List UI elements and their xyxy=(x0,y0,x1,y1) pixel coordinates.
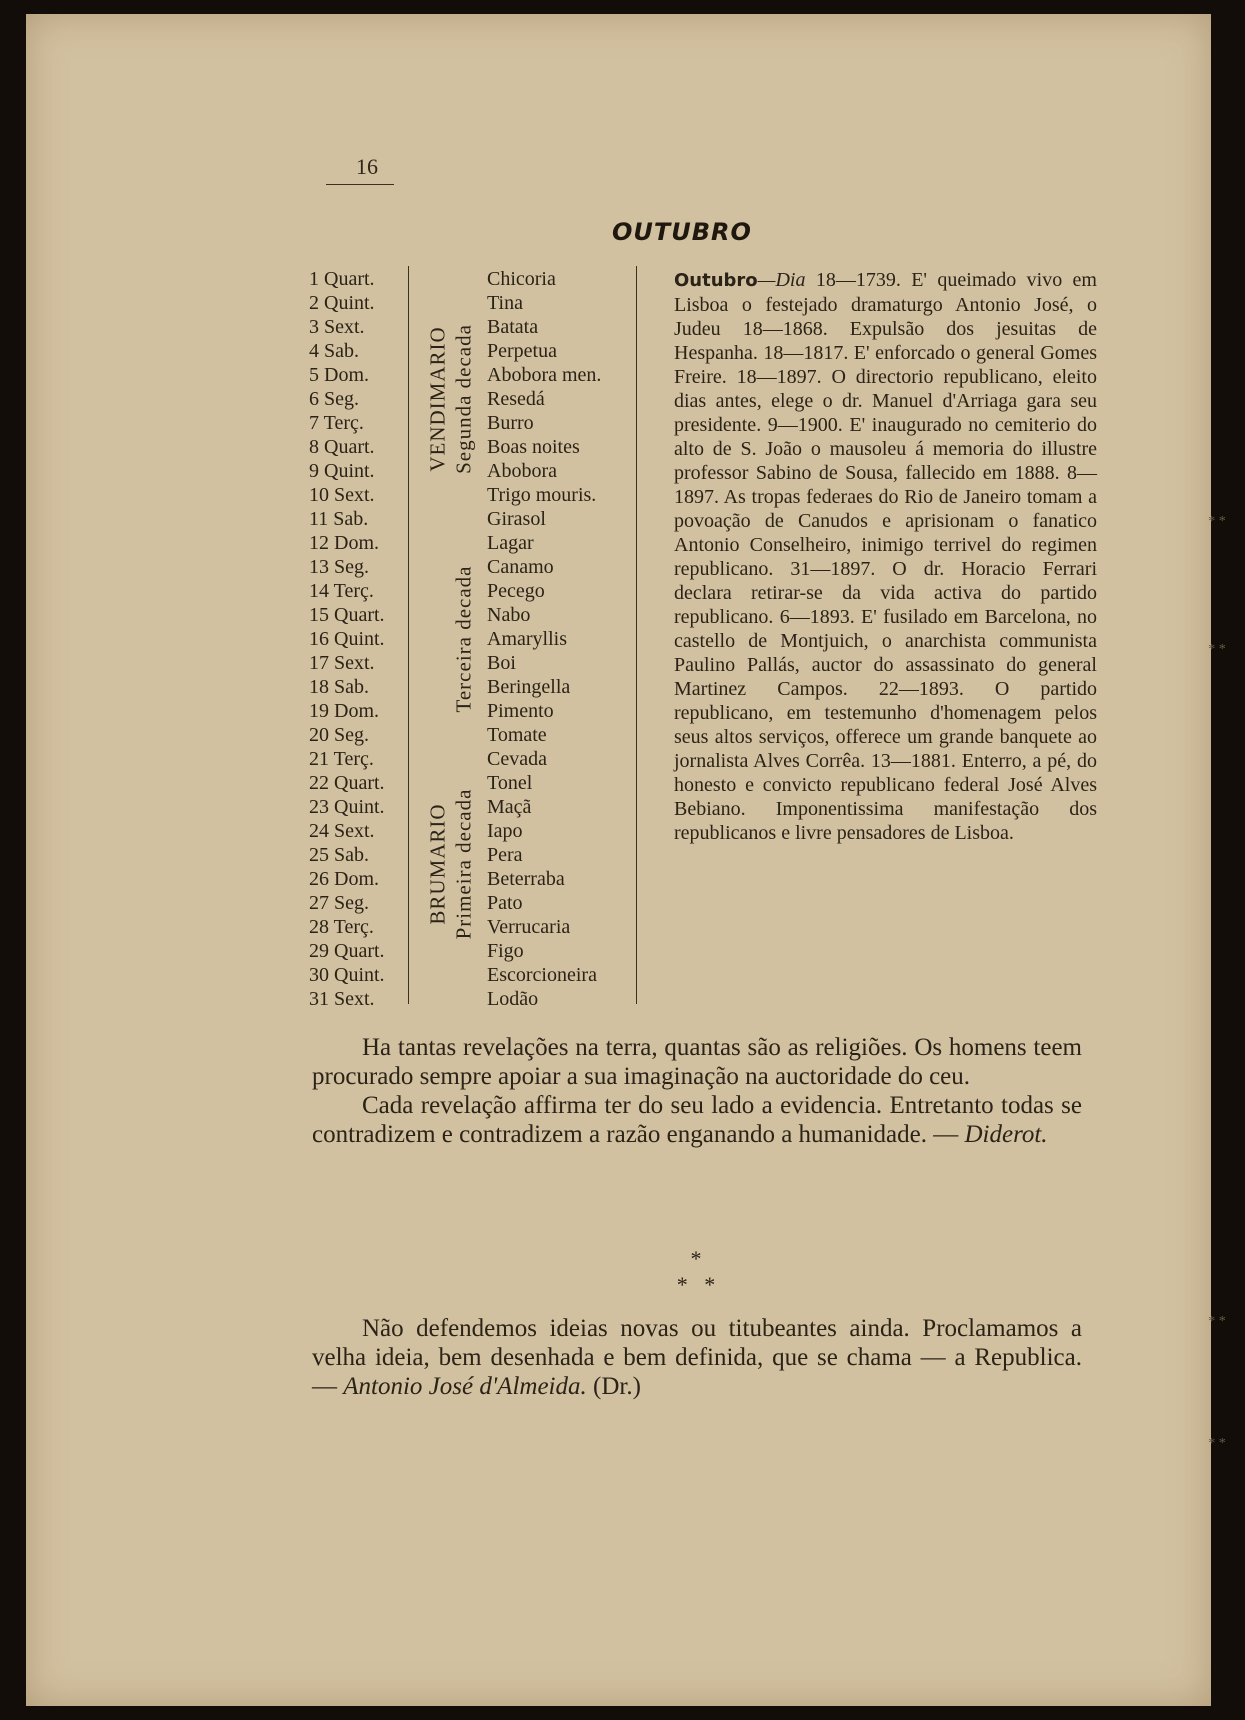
separator-star-top: * xyxy=(690,1246,702,1271)
calendar-plant: Iapo xyxy=(487,820,523,842)
quote-diderot-author: Diderot. xyxy=(964,1121,1048,1148)
calendar-day: 31 Sext. xyxy=(309,988,375,1010)
month-label-brumario: BRUMARIO xyxy=(425,803,450,925)
calendar-day: 8 Quart. xyxy=(309,436,375,458)
calendar-day: 24 Sext. xyxy=(309,820,375,842)
calendar-plant: Canamo xyxy=(487,556,554,578)
separator-star-bottom: * * xyxy=(676,1272,716,1297)
calendar-plant: Girasol xyxy=(487,508,546,530)
margin-mark-3: * * xyxy=(1208,1314,1226,1329)
notes-body: 18—1739. E' queimado vivo em Lisboa o festejado dramaturgo Antonio José, o Judeu 18—1868. Expulsão dos jesuitas de Hespanha. 18—1817. E' enforcado o general Gomes Freire. 18—1897. O directorio republicano, eleito dias antes, elege o dr. Manuel d'Arriaga gara seu presidente. 9—1900. E' inaugurado no cemiterio do alto de S. João o mausoleu á memoria do illustre professor Sabino de Sousa, fallecido em 1888. 8—1897. As tropas federaes do Rio de Janeiro tomam a povoação de Canudos e aprisionam o fanatico Antonio Conselheiro, inimigo terrivel do regimen republicano. 31—1897. O dr. Horacio Ferrari declara retirar-se da vida activa do partido republicano. 6—1893. E' fusilado em Barcelona, no castello de Montjuich, o anarchista communista Paulino Pallás, auctor do assassinato do general Martinez Campos. 22—1893. O partido republicano, em testemunho d'homenagem pelos seus altos serviços, offerece um grande banquete ao jornalista Alves Corrêa. 13—1881. Enterro, a pé, do honesto e convicto republicano federal José Alves Bebiano. Imponentissima manifestação dos republicanos e livre pensadores de Lisboa. xyxy=(674,269,1097,844)
notes-dia-label: —Dia xyxy=(757,269,806,291)
calendar-plant: Cevada xyxy=(487,748,547,770)
calendar-plant: Lodão xyxy=(487,988,539,1010)
page xyxy=(26,14,1226,1706)
calendar-day: 20 Seg. xyxy=(309,724,369,746)
calendar-plant: Pecego xyxy=(487,580,545,602)
margin-mark-1: * * xyxy=(1208,514,1226,529)
calendar-day: 16 Quint. xyxy=(309,628,385,650)
calendar-plant: Pimento xyxy=(487,700,554,722)
days-column xyxy=(309,267,385,1011)
calendar-day: 17 Sext. xyxy=(309,652,375,674)
calendar-plant: Escorcioneira xyxy=(487,964,597,986)
calendar-plant: Perpetua xyxy=(487,340,557,362)
calendar-plant: Amaryllis xyxy=(487,628,567,650)
calendar-plant: Abobora men. xyxy=(487,364,602,386)
margin-mark-2: * * xyxy=(1208,642,1226,657)
quote-almeida-suffix: (Dr.) xyxy=(586,1373,641,1400)
calendar-plant: Boas noites xyxy=(487,436,580,458)
calendar-rule-right xyxy=(636,266,637,1004)
quote-diderot xyxy=(312,1033,1082,1149)
calendar-rule-left xyxy=(408,266,409,1004)
calendar-plant: Tina xyxy=(487,292,523,314)
calendar-day: 21 Terç. xyxy=(309,748,374,770)
calendar-day: 13 Seg. xyxy=(309,556,369,578)
calendar-plant: Batata xyxy=(487,316,539,338)
quote-diderot-p1: Ha tantas revelações na terra, quantas são as religiões. Os homens teem procurado sempre apoiar a sua imaginação na auctoridade do ceu. xyxy=(312,1034,1082,1090)
decade-label-primeira: Primeira decada xyxy=(451,788,476,940)
calendar-day: 10 Sext. xyxy=(309,484,375,506)
calendar-day: 19 Dom. xyxy=(309,700,379,722)
page-number: 16 xyxy=(356,154,378,179)
quote-almeida-text: Não defendemos ideias novas ou titubeantes ainda. Proclamamos a velha ideia, bem desenhada e bem definida, que se chama — a Republica. — xyxy=(312,1315,1082,1400)
calendar-plant: Maçã xyxy=(487,796,532,818)
quote-diderot-p2-text: Cada revelação affirma ter do seu lado a evidencia. Entretanto todas se contradizem e contradizem a razão enganando a humanidade. — xyxy=(312,1092,1082,1148)
separator-stars xyxy=(646,1246,746,1298)
calendar-plant: Lagar xyxy=(487,532,534,554)
calendar-day: 29 Quart. xyxy=(309,940,385,962)
calendar-day: 6 Seg. xyxy=(309,388,359,410)
month-title: OUTUBRO xyxy=(612,218,752,246)
calendar-day: 23 Quint. xyxy=(309,796,385,818)
calendar-plant: Burro xyxy=(487,412,534,434)
notes-heading: Outubro xyxy=(674,270,758,291)
calendar-day: 1 Quart. xyxy=(309,268,375,290)
calendar-plant: Resedá xyxy=(487,388,545,410)
calendar-day: 30 Quint. xyxy=(309,964,385,986)
calendar-plant: Beringella xyxy=(487,676,571,698)
calendar-day: 4 Sab. xyxy=(309,340,359,362)
calendar-plant: Abobora xyxy=(487,460,557,482)
quote-almeida-author: Antonio José d'Almeida. xyxy=(343,1373,587,1400)
calendar-day: 22 Quart. xyxy=(309,772,385,794)
calendar-day: 9 Quint. xyxy=(309,460,375,482)
calendar-day: 5 Dom. xyxy=(309,364,369,386)
calendar-plant: Pera xyxy=(487,844,523,866)
calendar-day: 25 Sab. xyxy=(309,844,369,866)
margin-mark-4: * * xyxy=(1208,1436,1226,1451)
calendar-plant: Pato xyxy=(487,892,523,914)
quote-almeida xyxy=(312,1314,1082,1401)
calendar-day: 14 Terç. xyxy=(309,580,374,602)
calendar-day: 27 Seg. xyxy=(309,892,369,914)
calendar-day: 28 Terç. xyxy=(309,916,374,938)
decade-label-segunda: Segunda decada xyxy=(451,324,476,474)
calendar-day: 2 Quint. xyxy=(309,292,375,314)
calendar-day: 18 Sab. xyxy=(309,676,369,698)
calendar-day: 7 Terç. xyxy=(309,412,364,434)
quote-almeida-p xyxy=(312,1314,1082,1401)
quote-diderot-p2 xyxy=(312,1091,1082,1149)
calendar-plant: Nabo xyxy=(487,604,531,626)
plants-column xyxy=(487,267,601,1011)
calendar-plant: Chicoria xyxy=(487,268,556,290)
calendar-day: 15 Quart. xyxy=(309,604,385,626)
calendar-plant: Trigo mouris. xyxy=(487,484,597,506)
month-label-vendimario: VENDIMARIO xyxy=(425,326,450,472)
calendar-plant: Beterraba xyxy=(487,868,565,890)
calendar-day: 26 Dom. xyxy=(309,868,379,890)
calendar-day: 3 Sext. xyxy=(309,316,365,338)
calendar-plant: Tomate xyxy=(487,724,547,746)
decade-label-terceira: Terceira decada xyxy=(451,565,476,713)
historical-notes xyxy=(674,268,1097,845)
calendar-day: 12 Dom. xyxy=(309,532,379,554)
calendar-plant: Tonel xyxy=(487,772,533,794)
page-number-rule xyxy=(326,184,394,185)
calendar-plant: Figo xyxy=(487,940,524,962)
calendar-plant: Boi xyxy=(487,652,516,674)
calendar-day: 11 Sab. xyxy=(309,508,369,530)
calendar-plant: Verrucaria xyxy=(487,916,571,938)
